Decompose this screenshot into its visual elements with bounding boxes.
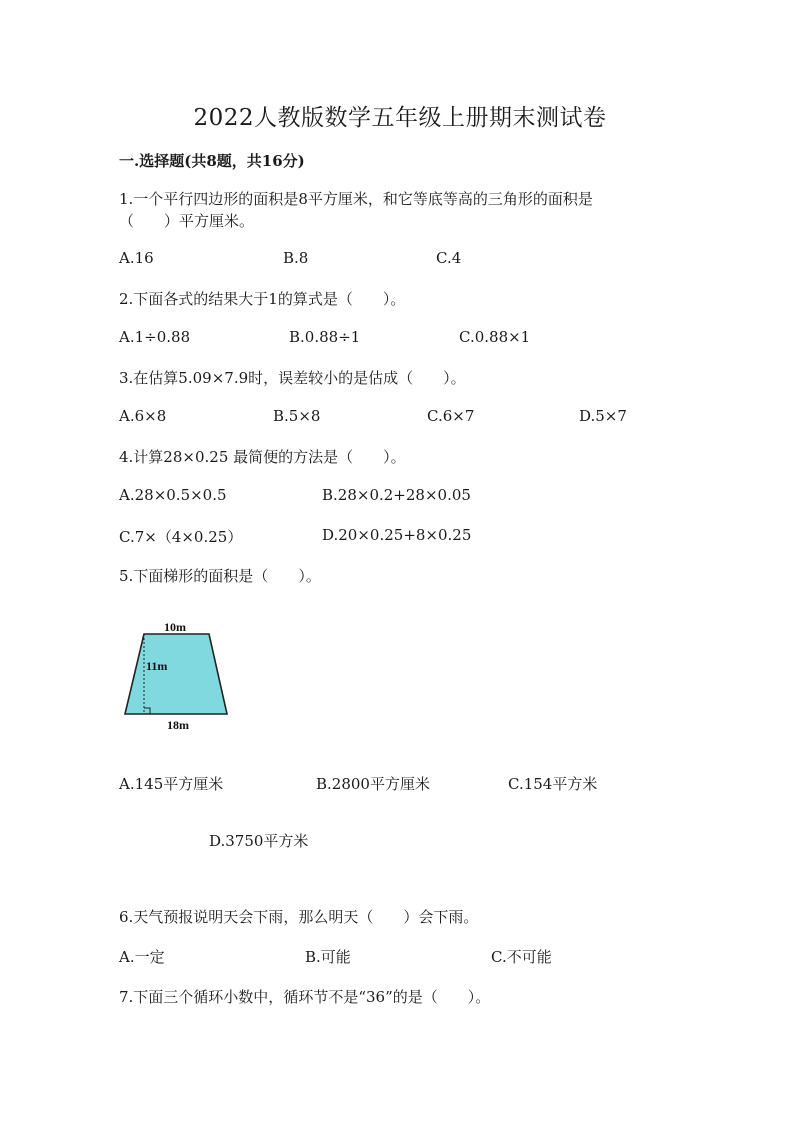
question-4-option-c[interactable]: C.7×（4×0.25） xyxy=(119,528,243,546)
question-1-option-c[interactable]: C.4 xyxy=(436,249,462,267)
question-3-option-b[interactable]: B.5×8 xyxy=(273,407,321,425)
question-1-stem-line-2: （ ）平方厘米。 xyxy=(119,212,255,230)
question-5-option-c[interactable]: C.154平方米 xyxy=(508,775,598,793)
question-2-option-a[interactable]: A.1÷0.88 xyxy=(119,328,191,346)
question-6-option-a[interactable]: A.一定 xyxy=(119,948,165,966)
question-4-option-d[interactable]: D.20×0.25+8×0.25 xyxy=(322,526,472,544)
question-4-stem: 4.计算28×0.25 最简便的方法是（ ）。 xyxy=(119,448,406,466)
question-3-option-a[interactable]: A.6×8 xyxy=(119,407,167,425)
question-2-option-b[interactable]: B.0.88÷1 xyxy=(289,328,361,346)
trapezoid-figure xyxy=(119,618,237,736)
question-4-option-b[interactable]: B.28×0.2+28×0.05 xyxy=(322,486,471,504)
trapezoid-top-label: 10m xyxy=(164,620,186,634)
question-3-stem: 3.在估算5.09×7.9时，误差较小的是估成（ ）。 xyxy=(119,369,466,387)
question-5-option-a[interactable]: A.145平方厘米 xyxy=(119,775,224,793)
page-title: 2022人教版数学五年级上册期末测试卷 xyxy=(193,105,607,131)
trapezoid-height-label: 11m xyxy=(146,659,168,673)
question-7-stem: 7.下面三个循环小数中，循环节不是“36”的是（ ）。 xyxy=(119,988,491,1006)
question-5-option-d[interactable]: D.3750平方米 xyxy=(209,832,309,850)
question-3-option-c[interactable]: C.6×7 xyxy=(427,407,475,425)
question-5-stem: 5.下面梯形的面积是（ ）。 xyxy=(119,567,321,585)
question-1-stem-line-1: 1.一个平行四边形的面积是8平方厘米，和它等底等高的三角形的面积是 xyxy=(119,190,593,208)
question-1-option-b[interactable]: B.8 xyxy=(283,249,309,267)
question-1-option-a[interactable]: A.16 xyxy=(119,249,154,267)
question-4-option-a[interactable]: A.28×0.5×0.5 xyxy=(119,486,227,504)
question-5-option-b[interactable]: B.2800平方厘米 xyxy=(316,775,430,793)
question-3-option-d[interactable]: D.5×7 xyxy=(579,407,627,425)
question-6-option-b[interactable]: B.可能 xyxy=(305,948,351,966)
section-heading: 一.选择题(共8题，共16分) xyxy=(119,152,305,170)
trapezoid-bottom-label: 18m xyxy=(167,718,189,732)
trapezoid-shape xyxy=(125,634,227,714)
question-6-stem: 6.天气预报说明天会下雨，那么明天（ ）会下雨。 xyxy=(119,908,479,926)
question-2-stem: 2.下面各式的结果大于1的算式是（ ）。 xyxy=(119,290,406,308)
question-2-option-c[interactable]: C.0.88×1 xyxy=(459,328,531,346)
question-6-option-c[interactable]: C.不可能 xyxy=(491,948,552,966)
